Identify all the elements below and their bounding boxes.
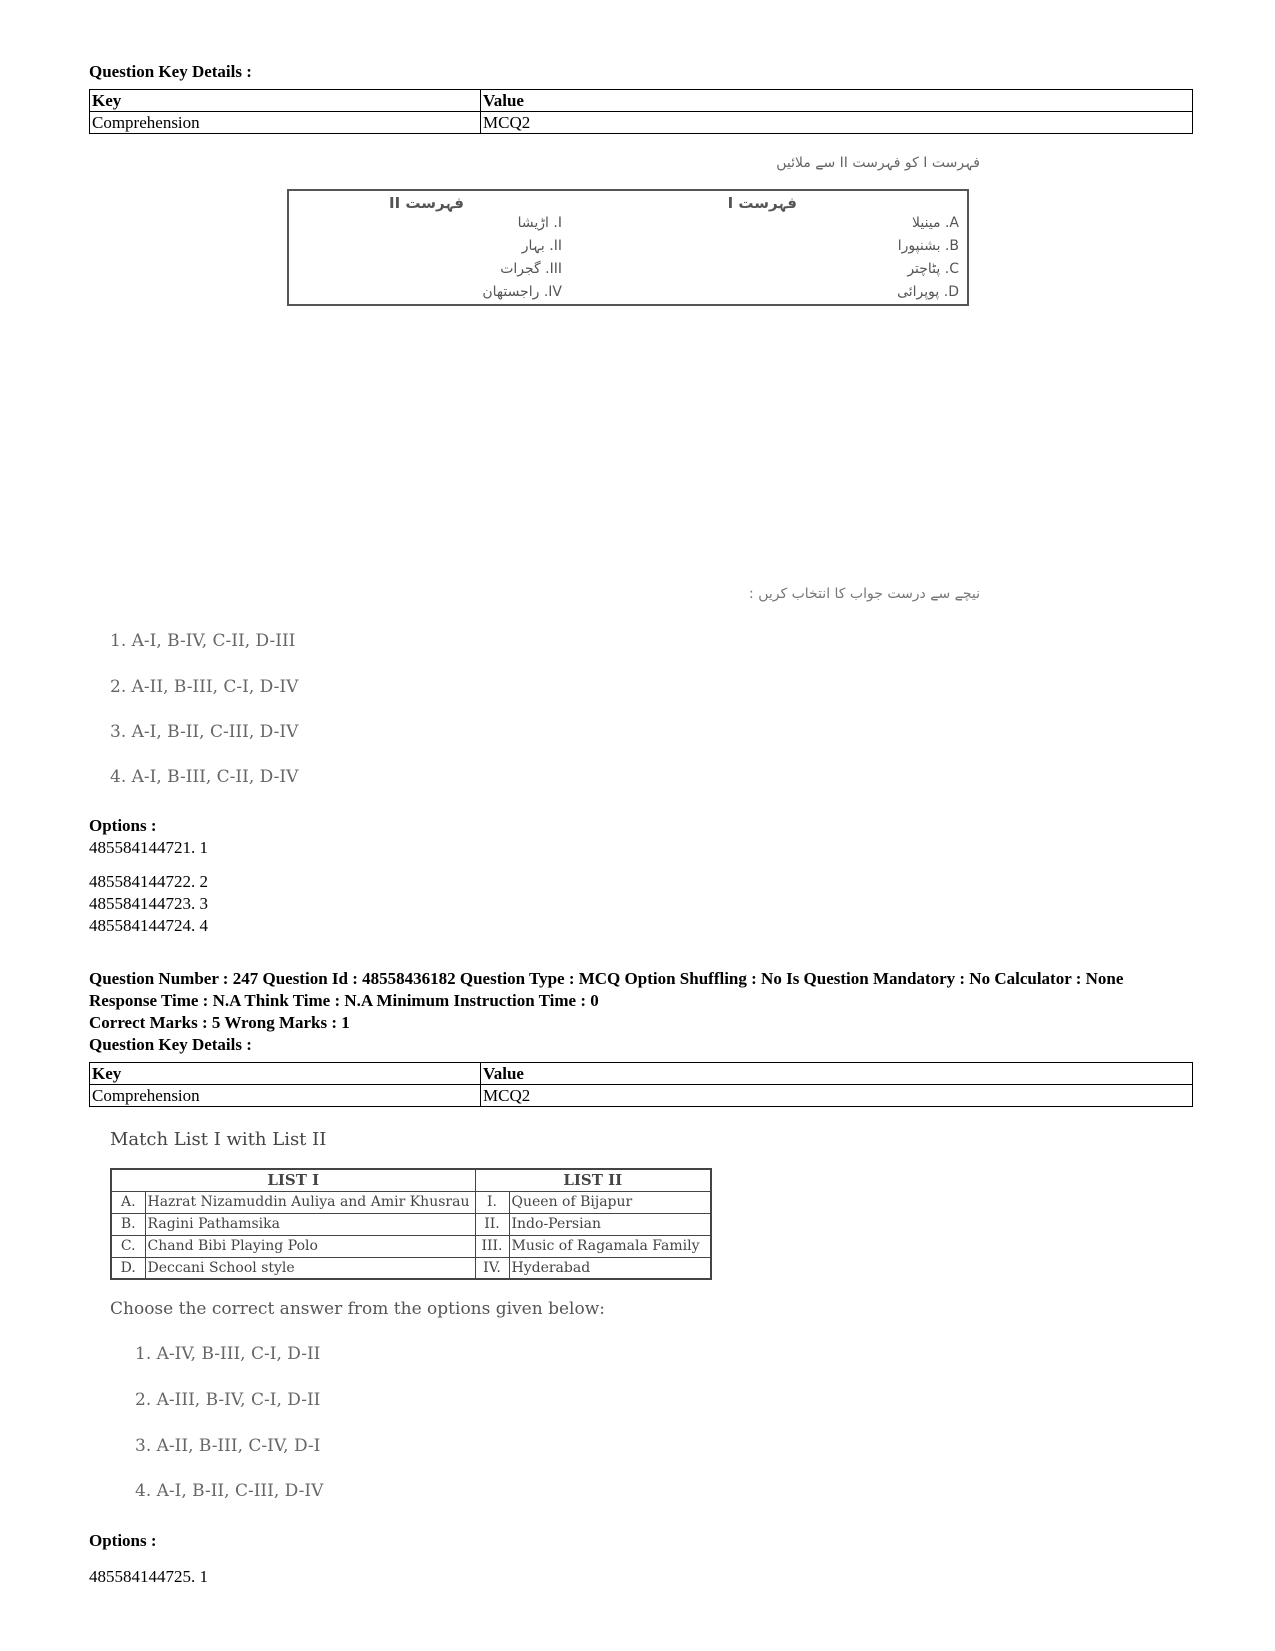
table-row xyxy=(111,1257,711,1279)
urdu-list2-item: I. اڑیشا xyxy=(517,215,562,231)
match-list-header xyxy=(111,1169,711,1191)
urdu-list2-heading: فہرست II xyxy=(389,194,464,212)
urdu-list2-item: IV. راجستھان xyxy=(482,284,562,300)
table-header-key: Key xyxy=(90,1063,481,1085)
list1-item: Deccani School style xyxy=(145,1257,475,1279)
list1-heading: LIST I xyxy=(111,1169,475,1191)
option-item: 485584144723. 3 xyxy=(89,894,208,913)
row-letter: A. xyxy=(111,1191,145,1213)
table-row xyxy=(111,1235,711,1257)
option-item: 485584144722. 2 xyxy=(89,872,208,891)
key-details-label: Question Key Details : xyxy=(89,1035,252,1054)
urdu-list1-item: C. پٹاچتر xyxy=(907,261,959,277)
option-item: 485584144724. 4 xyxy=(89,916,208,935)
key-value-table xyxy=(89,89,1193,134)
image-option-3: 3. A-II, B-III, C-IV, D-I xyxy=(135,1436,321,1456)
list1-item: Ragini Pathamsika xyxy=(145,1213,475,1235)
image-option-2: 2. A-II, B-III, C-I, D-IV xyxy=(110,677,299,697)
table-row xyxy=(90,112,1193,134)
image-option-2: 2. A-III, B-IV, C-I, D-II xyxy=(135,1390,321,1410)
list2-item: Indo-Persian xyxy=(509,1213,711,1235)
table-row xyxy=(111,1191,711,1213)
list2-item: Hyderabad xyxy=(509,1257,711,1279)
table-row xyxy=(111,1213,711,1235)
image-option-4: 4. A-I, B-II, C-III, D-IV xyxy=(135,1481,324,1501)
image-option-1: 1. A-I, B-IV, C-II, D-III xyxy=(110,631,296,651)
list1-item: Hazrat Nizamuddin Auliya and Amir Khusrau xyxy=(145,1191,475,1213)
urdu-list1-item: D. پوپرائی xyxy=(897,284,959,300)
urdu-match-table xyxy=(287,189,969,306)
question-meta-line-3: Correct Marks : 5 Wrong Marks : 1 xyxy=(89,1013,350,1032)
table-header-row xyxy=(90,1063,1193,1085)
match-list-table xyxy=(110,1168,712,1280)
image-option-3: 3. A-I, B-II, C-III, D-IV xyxy=(110,722,299,742)
urdu-list2-item: II. بہار xyxy=(521,238,562,254)
table-header-value: Value xyxy=(481,90,1193,112)
row-letter: C. xyxy=(111,1235,145,1257)
key-details-label: Question Key Details : xyxy=(89,62,252,81)
row-numeral: III. xyxy=(475,1235,509,1257)
row-numeral: II. xyxy=(475,1213,509,1235)
row-numeral: IV. xyxy=(475,1257,509,1279)
question-meta-line-1: Question Number : 247 Question Id : 48558436182 Question Type : MCQ Option Shuffling : No Is Question Mandatory : No Calculator : None xyxy=(89,969,1124,988)
list2-heading: LIST II xyxy=(475,1169,711,1191)
table-header-value: Value xyxy=(481,1063,1193,1085)
image-option-1: 1. A-IV, B-III, C-I, D-II xyxy=(135,1344,321,1364)
options-label: Options : xyxy=(89,816,157,835)
list2-item: Music of Ragamala Family xyxy=(509,1235,711,1257)
table-header-key: Key xyxy=(90,90,481,112)
table-cell-key: Comprehension xyxy=(90,1085,481,1107)
option-item: 485584144721. 1 xyxy=(89,838,208,857)
list2-item: Queen of Bijapur xyxy=(509,1191,711,1213)
options-label: Options : xyxy=(89,1531,157,1550)
row-letter: D. xyxy=(111,1257,145,1279)
urdu-list1-item: B. بشنپورا xyxy=(897,238,959,254)
urdu-list1-heading: فہرست I xyxy=(727,194,797,212)
key-value-table xyxy=(89,1062,1193,1107)
urdu-list1-item: A. مینیلا xyxy=(911,215,959,231)
table-header-row xyxy=(90,90,1193,112)
question-meta-line-2: Response Time : N.A Think Time : N.A Minimum Instruction Time : 0 xyxy=(89,991,599,1010)
urdu-choose-answer: نیچے سے درست جواب کا انتخاب کریں : xyxy=(749,586,980,602)
table-cell-key: Comprehension xyxy=(90,112,481,134)
urdu-question-title: فہرست I کو فہرست II سے ملائیں xyxy=(776,155,980,171)
table-cell-value: MCQ2 xyxy=(481,1085,1193,1107)
urdu-list2-item: III. گجرات xyxy=(500,261,562,277)
choose-answer-text: Choose the correct answer from the options given below: xyxy=(110,1299,605,1319)
row-numeral: I. xyxy=(475,1191,509,1213)
option-item: 485584144725. 1 xyxy=(89,1567,208,1586)
table-row xyxy=(90,1085,1193,1107)
image-option-4: 4. A-I, B-III, C-II, D-IV xyxy=(110,767,299,787)
table-cell-value: MCQ2 xyxy=(481,112,1193,134)
match-list-title: Match List I with List II xyxy=(110,1129,327,1150)
list1-item: Chand Bibi Playing Polo xyxy=(145,1235,475,1257)
row-letter: B. xyxy=(111,1213,145,1235)
